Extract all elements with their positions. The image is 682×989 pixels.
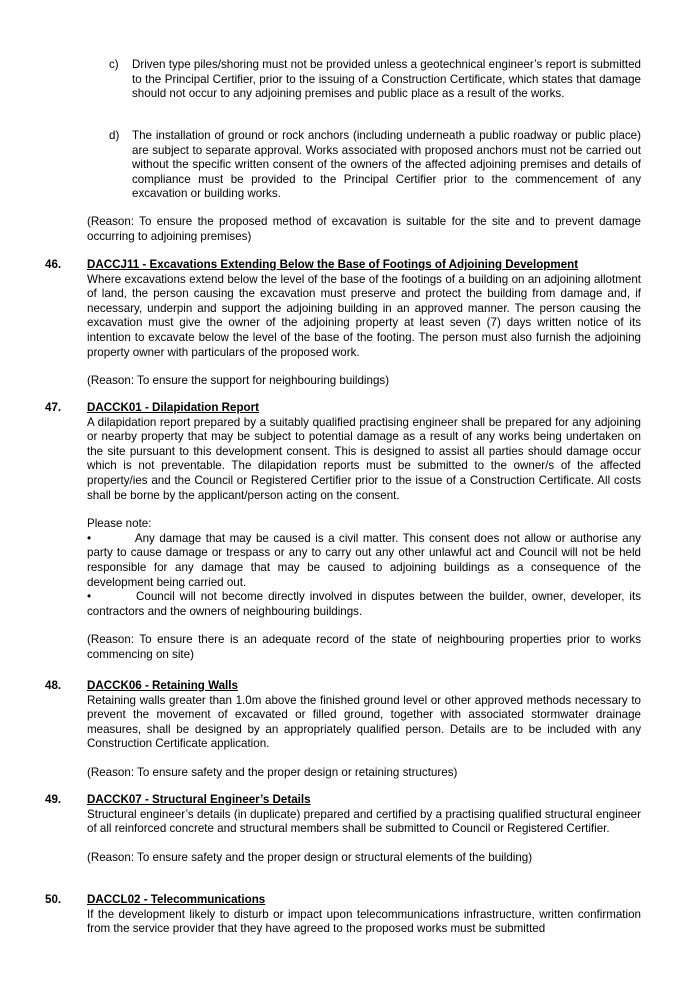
- bullet-text: Any damage that may be caused is a civil matter. This consent does not allow or authorise any party to cause damage or trespass or any to carry out any other unlawful act and Council will not be held responsible for any damage that may be caused to adjoining buildings as a consequence of the development being carried out.: [87, 531, 641, 589]
- subitem-label: d): [109, 129, 120, 142]
- condition-body: Where excavations extend below the level of the base of the footings of a building on an adjoining allotment of land, the person causing the excavation must preserve and protect the building from damage and, if necessary, underpin and support the adjoining building in an approved manner. The person causing the excavation must give the owner of the adjoining property at least seven (7) days written notice of its intention to excavate below the level of the base of the footing. The person must also furnish the adjoining property owner with particulars of the proposed work.: [87, 272, 641, 359]
- condition-number: 48.: [45, 679, 62, 692]
- subitem-d: [109, 129, 641, 202]
- condition-heading: DACCL02 - Telecommunications: [87, 893, 266, 906]
- bullet-text: Council will not become directly involved in disputes between the builder, owner, developer, its contractors and the owners of neighbouring buildings.: [87, 590, 641, 618]
- condition-50: [87, 893, 641, 937]
- condition-heading: DACCK06 - Retaining Walls: [87, 679, 238, 692]
- condition-number: 47.: [45, 401, 62, 414]
- condition-reason: (Reason: To ensure there is an adequate record of the state of neighbouring properties prior to works commencing on site): [87, 633, 641, 661]
- subitem-c: [109, 58, 641, 102]
- condition-heading: DACCK07 - Structural Engineer’s Details: [87, 793, 311, 806]
- condition-48: [87, 679, 641, 781]
- bullet-icon: •: [87, 531, 92, 545]
- bullet-icon: •: [87, 590, 92, 604]
- condition-number: 46.: [45, 258, 62, 271]
- condition-heading: DACCJ11 - Excavations Extending Below the Base of Footings of Adjoining Development: [87, 258, 579, 271]
- subitem-text: Driven type piles/shoring must not be provided unless a geotechnical engineer’s report is submitted to the Principal Certifier, prior to the issuing of a Construction Certificate, which states that damage should not occur to any adjoining premises and public place as a result of the works.: [132, 58, 641, 101]
- condition-body: If the development likely to disturb or impact upon telecommunications infrastructure, written confirmation from the service provider that they have agreed to the proposed works must be submitted: [87, 907, 641, 936]
- condition-47: [87, 401, 641, 663]
- condition-reason: (Reason: To ensure safety and the proper design or structural elements of the building): [87, 850, 533, 864]
- condition-body: Retaining walls greater than 1.0m above the finished ground level or other approved methods necessary to prevent the movement of excavated or filled ground, together with associated stormwater drainage measures, shall be designed by an appropriately qualified person. Details are to be included with any Construction Certificate application.: [87, 693, 641, 751]
- condition-number: 50.: [45, 893, 62, 906]
- prior-reason: (Reason: To ensure the proposed method of excavation is suitable for the site and to prevent damage occurring to adjoining premises): [87, 215, 641, 243]
- condition-reason: (Reason: To ensure safety and the proper design or retaining structures): [87, 765, 458, 779]
- note-bullet: [87, 532, 641, 590]
- subitem-label: c): [109, 58, 119, 71]
- condition-49: [87, 793, 641, 865]
- condition-reason: (Reason: To ensure the support for neighbouring buildings): [87, 374, 390, 388]
- condition-heading: DACCK01 - Dilapidation Report: [87, 401, 259, 414]
- condition-body: Structural engineer’s details (in duplicate) prepared and certified by a practising qualified structural engineer of all reinforced concrete and structural members shall be submitted to Council or Registered Certifier.: [87, 807, 641, 836]
- note-label: Please note:: [87, 517, 152, 531]
- subitem-text: The installation of ground or rock anchors (including underneath a public roadway or public place) are subject to separate approval. Works associated with proposed anchors must not be carried out without the specific written consent of the owners of the affected adjoining premises and details of compliance must be provided to the Principal Certifier prior to the commencement of any excavation or building works.: [132, 129, 641, 201]
- condition-body: A dilapidation report prepared by a suitably qualified practising engineer shall be prepared for any adjoining or nearby property that may be subject to potential damage as a result of any works being undertaken on the site pursuant to this development consent. This is designed to assist all parties should damage occur which is not preventable. The dilapidation reports must be submitted to the owner/s of the affected property/ies and the Council or Registered Certifier prior to the issue of a Construction Certificate. All costs shall be borne by the applicant/person acting on the consent.: [87, 415, 641, 502]
- note-bullet: [87, 590, 641, 619]
- condition-number: 49.: [45, 793, 62, 806]
- condition-46: [87, 258, 641, 389]
